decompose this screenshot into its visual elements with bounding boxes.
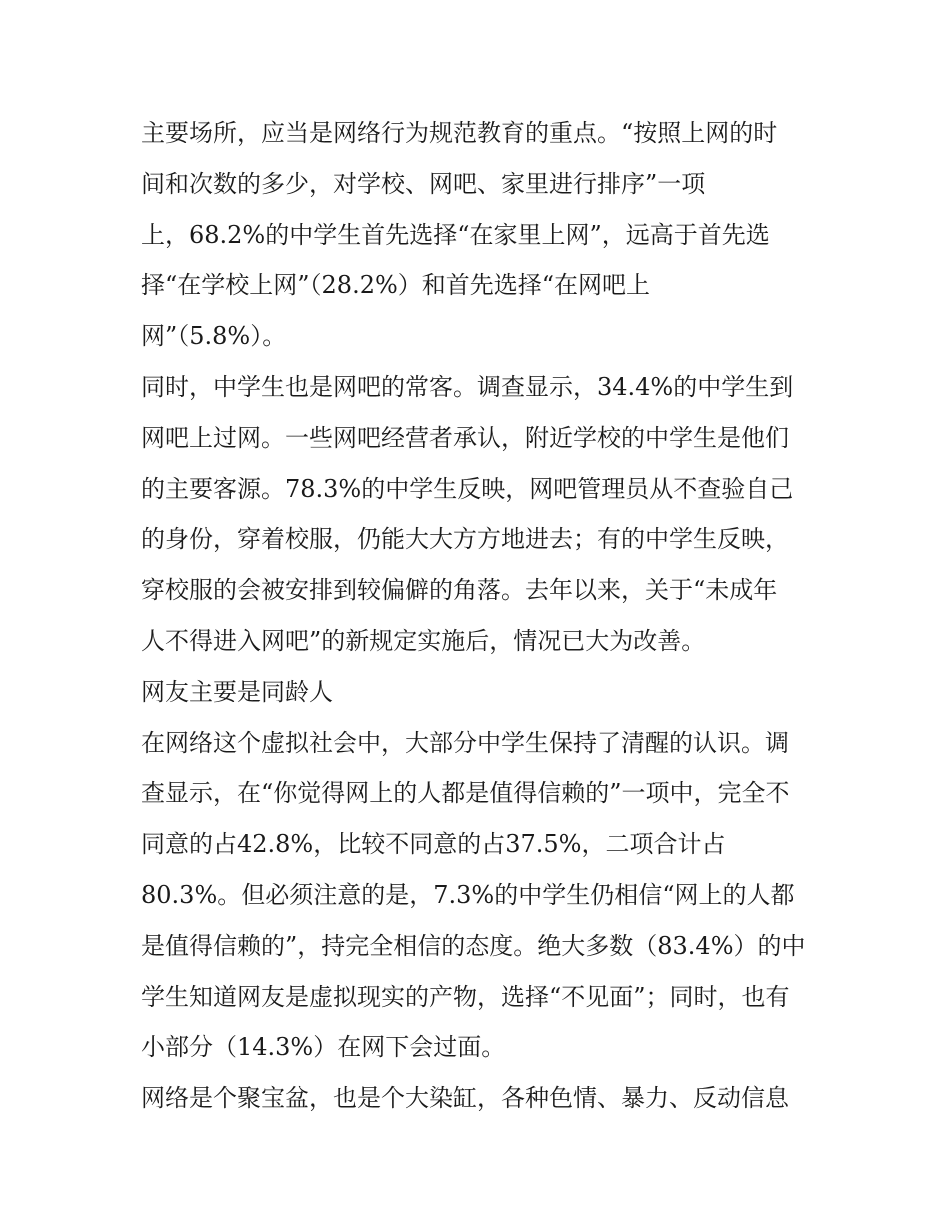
text-line: 80.3%。但必须注意的是，7.3%的中学生仍相信“网上的人都 bbox=[141, 880, 795, 909]
text-line: 穿校服的会被安排到较偏僻的角落。去年以来，关于“未成年 bbox=[141, 576, 778, 605]
text-line: 小部分（14.3%）在网下会过面。 bbox=[141, 1033, 506, 1062]
text-line: 的身份，穿着校服，仍能大大方方地进去；有的中学生反映， bbox=[141, 525, 789, 554]
text-line: 人不得进入网吧”的新规定实施后，情况已大为改善。 bbox=[141, 626, 706, 655]
text-line: 网吧上过网。一些网吧经营者承认，附近学校的中学生是他们 bbox=[141, 423, 789, 452]
text-line: 间和次数的多少，对学校、网吧、家里进行排序”一项 bbox=[141, 169, 706, 198]
text-line: 同意的占42.8%，比较不同意的占37.5%，二项合计占 bbox=[141, 830, 726, 859]
text-line: 查显示，在“你觉得网上的人都是值得信赖的”一项中，完全不 bbox=[141, 779, 790, 808]
text-line: 上，68.2%的中学生首先选择“在家里上网”，远高于首先选 bbox=[141, 220, 770, 249]
section-heading: 网友主要是同龄人 bbox=[141, 677, 333, 706]
text-line: 学生知道网友是虚拟现实的产物，选择“不见面”；同时，也有 bbox=[141, 982, 790, 1011]
text-line: 同时，中学生也是网吧的常客。调查显示，34.4%的中学生到 bbox=[141, 372, 794, 401]
text-line: 主要场所，应当是网络行为规范教育的重点。“按照上网的时 bbox=[141, 119, 778, 147]
text-line: 是值得信赖的”，持完全相信的态度。绝大多数（83.4%）的中 bbox=[141, 931, 806, 960]
text-line: 择“在学校上网”（28.2%）和首先选择“在网吧上 bbox=[141, 271, 651, 300]
text-line: 在网络这个虚拟社会中，大部分中学生保持了清醒的认识。调 bbox=[141, 728, 789, 757]
text-line: 网络是个聚宝盆，也是个大染缸，各种色情、暴力、反动信息 bbox=[141, 1084, 789, 1113]
text-line: 的主要客源。78.3%的中学生反映，网吧管理员从不查验自己 bbox=[141, 474, 794, 503]
document-body bbox=[141, 108, 841, 1124]
text-line: 网”（5.8%）。 bbox=[141, 322, 287, 351]
